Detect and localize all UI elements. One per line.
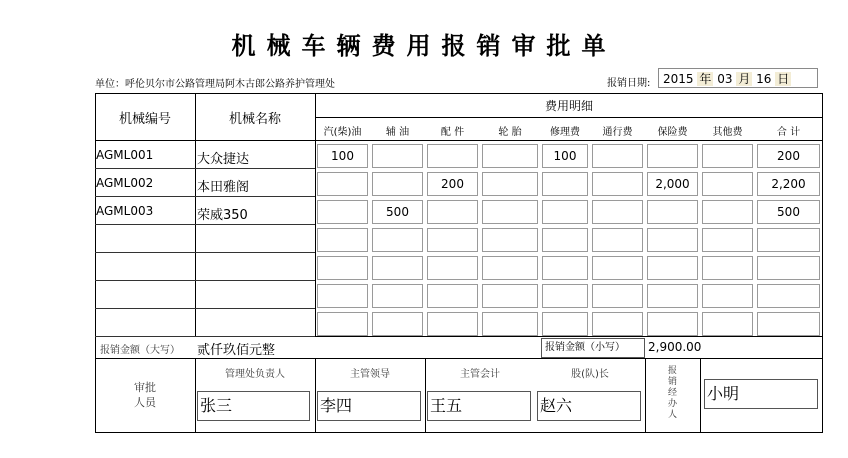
date-label: 报销日期: (607, 78, 651, 89)
row-separator (95, 280, 315, 281)
amount-cell[interactable] (317, 256, 368, 280)
amount-cell[interactable] (427, 284, 478, 308)
amount-cell[interactable]: 200 (757, 144, 820, 168)
approval-label-line1: 审批 (134, 381, 156, 394)
col-line-code (195, 93, 196, 337)
column-header: 其他费 (712, 127, 743, 138)
column-header: 辅 油 (385, 127, 410, 138)
amount-cell[interactable] (702, 284, 753, 308)
header-detail: 费用明细 (544, 99, 593, 113)
amount-cell[interactable] (592, 284, 643, 308)
row-separator (95, 336, 315, 337)
amount-cell[interactable] (757, 312, 820, 336)
amount-cell[interactable] (702, 228, 753, 252)
date-day-unit: 日 (777, 72, 790, 86)
border-bottom (95, 432, 823, 433)
header-name: 机械名称 (228, 112, 281, 127)
amount-cell[interactable] (702, 172, 753, 196)
approver-signature-field[interactable]: 张三 (197, 391, 310, 421)
amount-cell[interactable] (427, 256, 478, 280)
amount-cell[interactable] (592, 312, 643, 336)
amount-cell[interactable] (647, 144, 698, 168)
amount-cell[interactable] (427, 200, 478, 224)
amount-cell[interactable] (482, 256, 538, 280)
amount-cell[interactable] (542, 312, 588, 336)
claimant-label-char: 报 (667, 366, 677, 376)
row-separator (95, 224, 315, 225)
claimant-label-char: 销 (667, 377, 677, 387)
amount-cell[interactable] (647, 228, 698, 252)
amount-cell[interactable]: 2,000 (647, 172, 698, 196)
amount-cell[interactable] (427, 144, 478, 168)
amount-cell[interactable] (647, 312, 698, 336)
machine-code-cell[interactable]: AGML003 (96, 204, 154, 218)
amount-cell[interactable] (482, 144, 538, 168)
amount-cell[interactable] (542, 228, 588, 252)
amount-cell[interactable] (702, 312, 753, 336)
small-amount-value[interactable]: 2,900.00 (648, 340, 702, 354)
amount-cell[interactable] (592, 172, 643, 196)
amount-cell[interactable] (482, 284, 538, 308)
amount-cell[interactable] (702, 144, 753, 168)
row-separator (95, 252, 315, 253)
column-header: 轮 胎 (498, 127, 522, 138)
approver-role-label: 股(队)长 (571, 369, 609, 380)
column-header: 保险费 (657, 127, 688, 138)
amount-cell[interactable] (317, 172, 368, 196)
amount-cell[interactable]: 500 (372, 200, 423, 224)
amount-cell[interactable] (482, 200, 538, 224)
column-header: 合 计 (776, 127, 801, 138)
header-code: 机械编号 (118, 112, 171, 127)
machine-code-cell[interactable]: AGML001 (96, 148, 154, 162)
column-header: 通行费 (602, 127, 633, 138)
small-amount-label: 报销金额（小写） (541, 338, 645, 358)
machine-name-cell[interactable]: 本田雅阁 (197, 180, 250, 195)
row-separator (95, 168, 315, 169)
date-day: 16 (756, 72, 772, 86)
amount-cell[interactable] (542, 200, 588, 224)
amount-cell[interactable] (317, 284, 368, 308)
amount-cell[interactable] (372, 312, 423, 336)
detail-header-line (315, 117, 823, 118)
amount-cell[interactable] (542, 172, 588, 196)
approval-line-5 (700, 358, 701, 433)
amount-cell[interactable] (427, 312, 478, 336)
amount-cell[interactable] (427, 228, 478, 252)
approver-role-label: 管理处负责人 (225, 369, 285, 380)
amount-cell[interactable] (372, 284, 423, 308)
amount-cell[interactable]: 100 (542, 144, 588, 168)
border-right (822, 93, 823, 433)
unit-label: 单位：呼伦贝尔市公路管理局阿木古郎公路养护管理处 (95, 79, 335, 90)
approver-signature-field[interactable]: 赵六 (537, 391, 641, 421)
amount-cell[interactable] (702, 200, 753, 224)
approver-signature-field[interactable]: 李四 (317, 391, 421, 421)
amount-cell[interactable] (757, 284, 820, 308)
amount-cell[interactable] (647, 284, 698, 308)
amount-cell[interactable] (702, 256, 753, 280)
date-field[interactable] (658, 68, 818, 88)
column-header: 修理费 (550, 127, 580, 138)
amount-cell[interactable] (647, 200, 698, 224)
amount-cell[interactable] (317, 312, 368, 336)
amount-cell[interactable] (482, 312, 538, 336)
row-separator (95, 308, 315, 309)
amount-cell[interactable] (757, 256, 820, 280)
amount-cell[interactable] (592, 228, 643, 252)
amount-cell[interactable] (542, 284, 588, 308)
amount-cell[interactable] (372, 172, 423, 196)
header-bottom-line (95, 140, 823, 141)
claimant-label (645, 366, 700, 421)
amount-cell[interactable]: 200 (427, 172, 478, 196)
machine-code-cell[interactable]: AGML002 (96, 176, 154, 190)
amount-cell[interactable] (592, 144, 643, 168)
amount-cell[interactable]: 2,200 (757, 172, 820, 196)
amount-cell[interactable] (757, 228, 820, 252)
claimant-label-char: 办 (667, 399, 677, 409)
claimant-label-char: 经 (667, 388, 677, 398)
form-title: 机械车辆费用报销审批单 (231, 31, 617, 60)
date-year-unit: 年 (699, 72, 712, 86)
amount-cell[interactable] (317, 200, 368, 224)
capital-amount-value[interactable]: 贰仟玖佰元整 (197, 343, 276, 358)
amount-cell[interactable]: 500 (757, 200, 820, 224)
amount-cell[interactable] (482, 172, 538, 196)
machine-name-cell[interactable]: 大众捷达 (197, 152, 250, 167)
amount-cell[interactable] (542, 256, 588, 280)
amount-cell[interactable] (317, 228, 368, 252)
approval-label-line2: 人员 (134, 396, 156, 409)
border-top (95, 93, 823, 94)
approver-signature-field[interactable]: 王五 (427, 391, 531, 421)
approver-role-label: 主管领导 (350, 369, 390, 380)
amount-cell[interactable] (482, 228, 538, 252)
amount-cell[interactable] (372, 144, 423, 168)
claimant-name-field[interactable]: 小明 (704, 379, 818, 409)
date-month: 03 (717, 72, 733, 86)
amount-cell[interactable] (647, 256, 698, 280)
approver-role-label: 主管会计 (460, 369, 500, 380)
amount-cell[interactable] (372, 228, 423, 252)
amount-cell[interactable] (592, 256, 643, 280)
amount-cell[interactable] (372, 256, 423, 280)
column-header: 配 件 (440, 127, 465, 138)
row-separator (95, 196, 315, 197)
capital-amount-label: 报销金额（大写） (100, 345, 180, 356)
amount-bottom-line (95, 358, 823, 359)
claimant-label-char: 人 (667, 410, 677, 420)
amount-cell[interactable] (592, 200, 643, 224)
date-month-unit: 月 (738, 72, 751, 86)
date-year: 2015 (663, 72, 694, 86)
column-header: 汽(柴)油 (323, 127, 362, 138)
amount-cell[interactable]: 100 (317, 144, 368, 168)
machine-name-cell[interactable]: 荣威350 (197, 208, 248, 223)
